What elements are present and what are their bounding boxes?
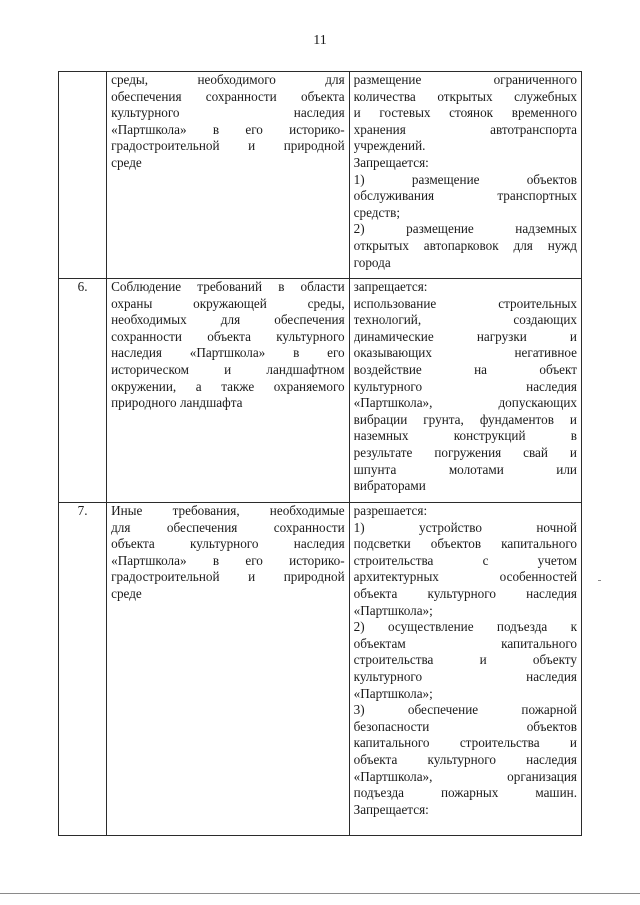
requirement-text-line: Соблюдение требований в области (111, 279, 345, 294)
requirement-text-line: охраны окружающей среды, (111, 295, 345, 311)
row-number-cell (59, 503, 107, 836)
regime-text-line: учреждений. (353, 138, 426, 154)
regime-cell (349, 72, 581, 279)
regime-text-line: размещение ограниченного (353, 72, 577, 87)
requirement-text-line: сохранности объекта культурного (111, 328, 345, 344)
regime-text-line: «Партшкола»; (353, 602, 433, 618)
requirement-text-line: наследия «Партшкола» в его (111, 345, 345, 361)
regime-text-line: оказывающих негативное (353, 345, 577, 361)
table-body (59, 72, 582, 836)
regime-text-line: запрещается: (353, 279, 428, 294)
requirement-cell (107, 72, 350, 279)
row-number: 6. (77, 279, 88, 294)
regime-text-line: шпунта молотами или (353, 461, 577, 477)
regime-text-line: разрешается: (353, 503, 428, 518)
margin-mark (598, 580, 601, 581)
requirement-text-line: среде (111, 154, 142, 170)
regime-text-line: вибрации грунта, фундаментов и (353, 411, 577, 427)
bottom-rule (0, 893, 640, 894)
regime-text-line: технологий, создающих (353, 312, 577, 328)
regime-text-line: 3) обеспечение пожарной (353, 702, 577, 718)
requirement-text-line: «Партшкола» в его историко- (111, 552, 345, 568)
requirement-text-line: природного ландшафта (111, 395, 243, 411)
regime-text-line: строительства и объекту (353, 652, 577, 668)
regime-text-line: Запрещается: (353, 801, 429, 817)
regime-text-line: 1) размещение объектов (353, 171, 577, 187)
regime-text-line: объекта культурного наследия (353, 585, 577, 601)
regime-text-line: 1) устройство ночной (353, 519, 577, 535)
table-row (59, 279, 582, 503)
regime-text-line: культурного наследия (353, 378, 577, 394)
requirement-text-line: «Партшкола» в его историко- (111, 121, 345, 137)
regime-text-line: безопасности объектов (353, 718, 577, 734)
regime-text-line: воздействие на объект (353, 361, 577, 377)
requirement-text-line: объекта культурного наследия (111, 536, 345, 552)
regime-text-line: капитального строительства и (353, 735, 577, 751)
row-number: 7. (77, 503, 88, 518)
regime-text-line: средств; (353, 204, 400, 220)
page-number: 11 (313, 33, 327, 48)
regime-text-line: «Партшкола», допускающих (353, 395, 577, 411)
requirement-text-line: необходимых для обеспечения (111, 312, 345, 328)
regime-text-line: открытых автопарковок для нужд (353, 237, 577, 253)
requirement-cell (107, 503, 350, 836)
regime-text-line: города (353, 254, 391, 270)
row-number-cell (59, 72, 107, 279)
regime-text-line: результате погружения свай и (353, 444, 577, 460)
regime-text-line: «Партшкола»; (353, 685, 433, 701)
requirement-text-line: окружении, а также охраняемого (111, 378, 345, 394)
regime-text-line: архитектурных особенностей (353, 569, 577, 585)
regime-text-line: строительства с учетом (353, 552, 577, 568)
requirement-text-line: историческом и ландшафтном (111, 361, 345, 377)
requirement-text-line: культурного наследия (111, 105, 345, 121)
requirement-text-line: градостроительной и природной (111, 569, 345, 585)
regime-text-line: хранения автотранспорта (353, 121, 577, 137)
regime-text-line: подъезда пожарных машин. (353, 785, 577, 801)
regime-text-line: 2) размещение надземных (353, 221, 577, 237)
table-row (59, 503, 582, 836)
regime-text-line: объектам капитального (353, 635, 577, 651)
regime-text-line: подсветки объектов капитального (353, 536, 577, 552)
regime-text-line: 2) осуществление подъезда к (353, 619, 577, 635)
regime-text-line: Запрещается: (353, 154, 429, 170)
regime-text-line: «Партшкола», организация (353, 768, 577, 784)
regime-text-line: объекта культурного наследия (353, 751, 577, 767)
requirement-text-line: градостроительной и природной (111, 138, 345, 154)
requirement-text-line: среды, необходимого для (111, 72, 345, 87)
table-row (59, 72, 582, 279)
regime-text-line: и гостевых стоянок временного (353, 105, 577, 121)
regulations-table (58, 71, 582, 836)
regime-text-line: количества открытых служебных (353, 88, 577, 104)
requirement-text-line: среде (111, 585, 142, 601)
regime-text-line: наземных конструкций в (353, 428, 577, 444)
regime-text-line: обслуживания транспортных (353, 188, 577, 204)
requirement-cell (107, 279, 350, 503)
requirement-text-line: обеспечения сохранности объекта (111, 88, 345, 104)
requirement-text-line: для обеспечения сохранности (111, 519, 345, 535)
requirement-text-line: Иные требования, необходимые (111, 503, 345, 518)
regime-text-line: вибраторами (353, 478, 426, 494)
regime-cell (349, 503, 581, 836)
row-number-cell (59, 279, 107, 503)
regime-text-line: динамические нагрузки и (353, 328, 577, 344)
regime-text-line: использование строительных (353, 295, 577, 311)
regime-text-line: культурного наследия (353, 668, 577, 684)
regime-cell (349, 279, 581, 503)
